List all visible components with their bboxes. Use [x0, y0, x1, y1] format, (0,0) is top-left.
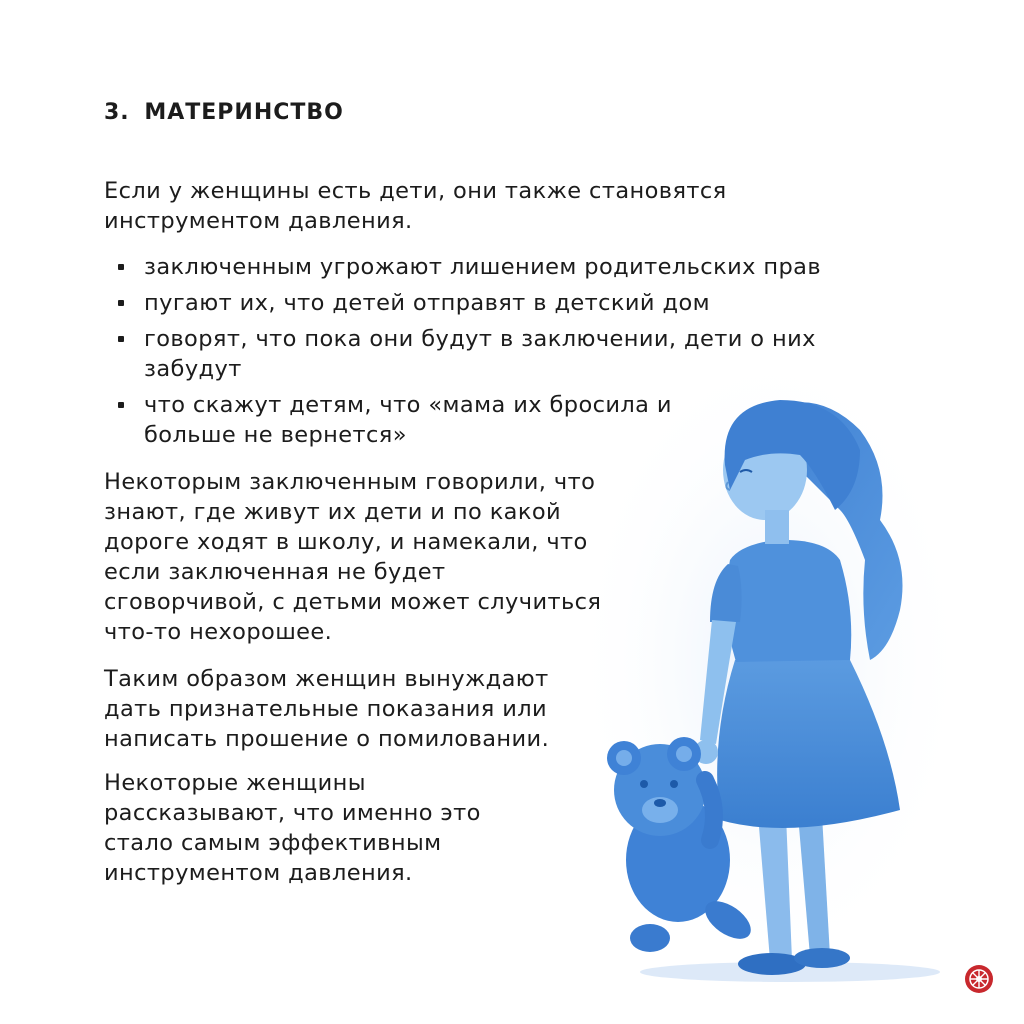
section-title: МАТЕРИНСТВО [144, 100, 344, 125]
list-item-text: пугают их, что детей отправят в детский дом [144, 290, 710, 316]
girl-with-teddy-bear-illustration [560, 360, 960, 1000]
list-item [116, 324, 884, 384]
list-item [116, 288, 876, 318]
body-paragraph: Некоторым заключенным говорили, что знают, где живут их дети и по какой дороге ходят в школу, и намекали, что если заключенная не будет сговорчивой, с детьми может случиться что-то нехорошее. [104, 469, 602, 645]
bullet-icon [118, 300, 124, 306]
section-heading [104, 100, 344, 125]
list-item-text: что скажут детям, что «мама их бросила и больше не вернется» [144, 392, 672, 448]
section-number: 3. [104, 100, 130, 125]
bullet-icon [118, 264, 124, 270]
list-item-text: говорят, что пока они будут в заключении, дети о них забудут [144, 326, 816, 382]
intro-paragraph: Если у женщины есть дети, они также становятся инструментом давления. [104, 178, 727, 234]
threats-list [116, 252, 876, 456]
list-item [116, 390, 704, 450]
body-paragraph: Таким образом женщин вынуждают дать признательные показания или написать прошение о помиловании. [104, 666, 550, 752]
body-paragraph: Некоторые женщины рассказывают, что именно это стало самым эффективным инструментом давления. [104, 770, 481, 886]
list-item-text: заключенным угрожают лишением родительских прав [144, 254, 822, 280]
bullet-icon [118, 336, 124, 342]
logo-icon [964, 964, 994, 994]
bullet-icon [118, 402, 124, 408]
list-item [116, 252, 876, 282]
